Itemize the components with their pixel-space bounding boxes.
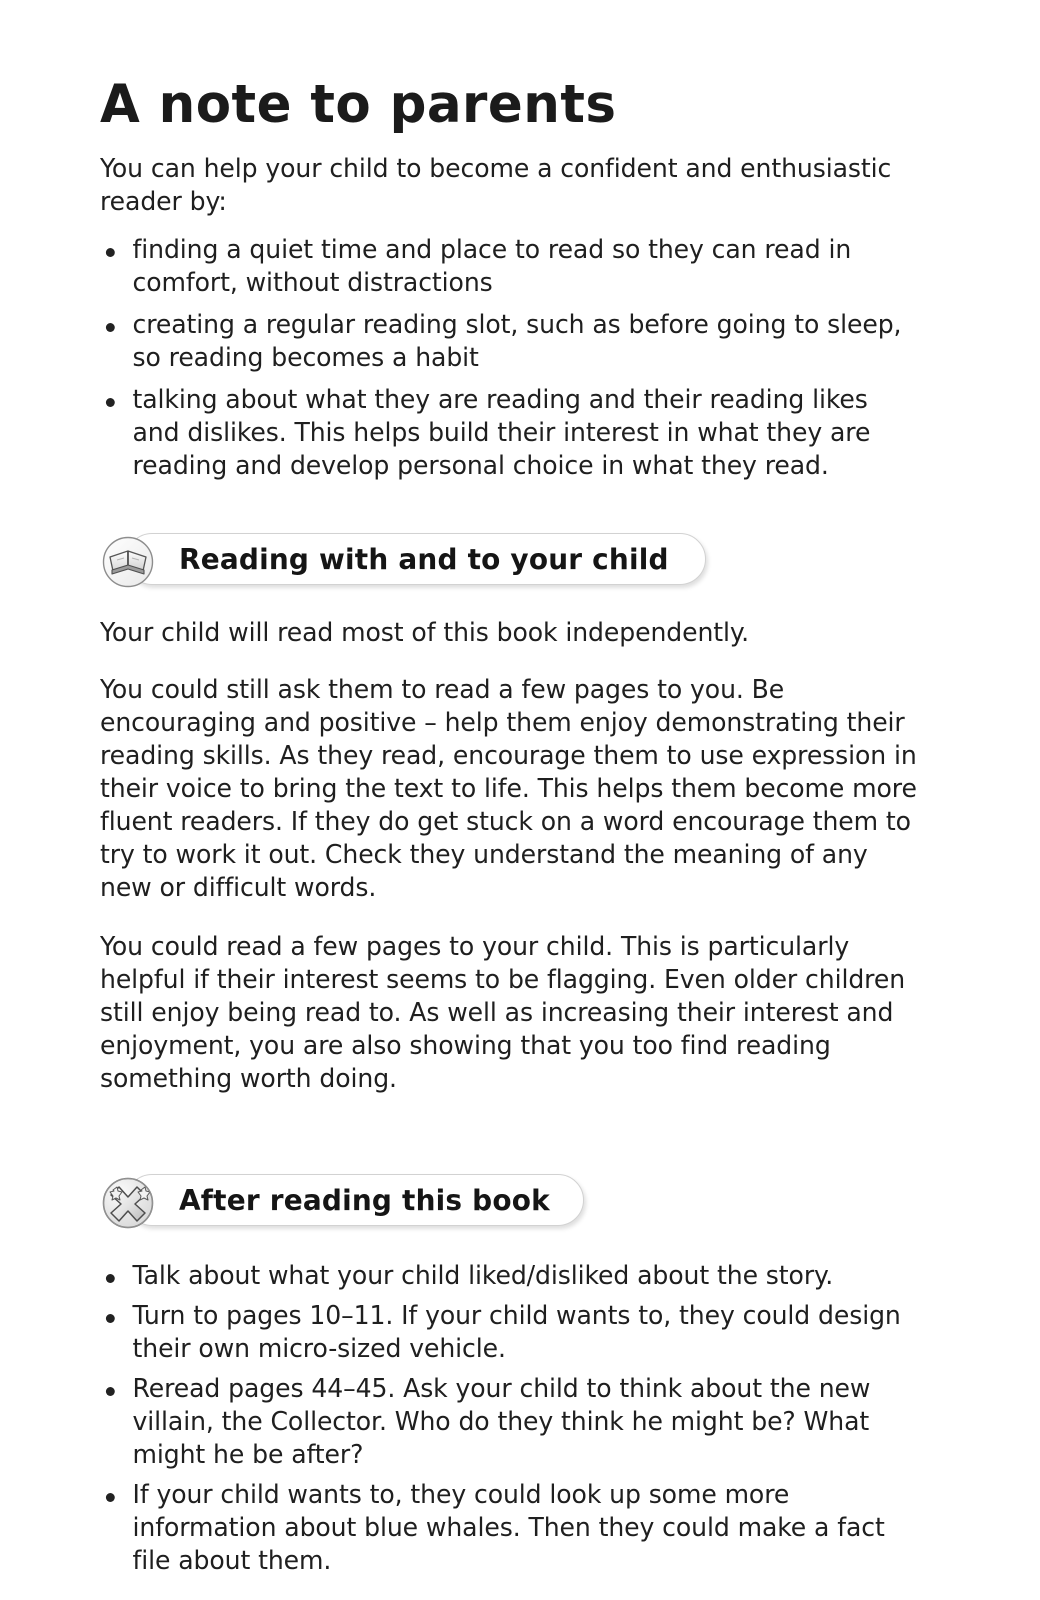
section-header-pill: [126, 533, 706, 585]
section-paragraph: You could read a few pages to your child. This is particularly helpful if their interest seems to be flagging. Even older children still enjoy being read to. As well as increasing their interest and enjoyment, you are also showing that you too find reading something worth doing.: [100, 932, 906, 1094]
section-header-pill: [126, 1174, 584, 1226]
intro-bullet-list: [100, 234, 930, 483]
list-item: Turn to pages 10–11. If your child wants to, they could design their own micro-sized vehicle.: [100, 1300, 918, 1366]
spacer: [100, 589, 930, 617]
list-item: Talk about what your child liked/disliked about the story.: [100, 1260, 918, 1293]
spacer: [100, 1230, 930, 1260]
section-paragraph: You could still ask them to read a few pages to you. Be encouraging and positive – help them enjoy demonstrating their reading skills. As they read, encourage them to use expression in their voice to bring the text to life. This helps them become more fluent readers. If they do get stuck on a word encourage them to try to work it out. Check they understand the meaning of any new or difficult words.: [100, 675, 917, 903]
spacer: [100, 1122, 930, 1174]
section-header-reading-with-child: [100, 533, 930, 589]
open-book-icon: [100, 534, 156, 590]
spacer: [100, 483, 930, 533]
section-header-after-reading: [100, 1174, 930, 1230]
x-mark-badge-icon: [100, 1175, 156, 1231]
section-paragraph: Your child will read most of this book independently.: [100, 618, 750, 648]
intro-paragraph: You can help your child to become a confident and enthusiastic reader by:: [100, 154, 892, 217]
list-item: If your child wants to, they could look up some more information about blue whales. Then they could make a fact file about them.: [100, 1479, 918, 1578]
section-heading-label: After reading this book: [179, 1183, 550, 1217]
list-item: talking about what they are reading and their reading likes and dislikes. This helps build their interest in what they are reading and develop personal choice in what they read.: [100, 384, 918, 483]
page-title: A note to parents: [100, 74, 617, 135]
list-item: creating a regular reading slot, such as before going to sleep, so reading becomes a habit: [100, 309, 918, 375]
list-item: Reread pages 44–45. Ask your child to think about the new villain, the Collector. Who do they think he might be? What might he be after?: [100, 1373, 918, 1472]
after-reading-bullet-list: [100, 1260, 930, 1578]
page-content: [100, 74, 930, 1585]
list-item: finding a quiet time and place to read so they can read in comfort, without distractions: [100, 234, 918, 300]
section-heading-label: Reading with and to your child: [179, 542, 669, 576]
